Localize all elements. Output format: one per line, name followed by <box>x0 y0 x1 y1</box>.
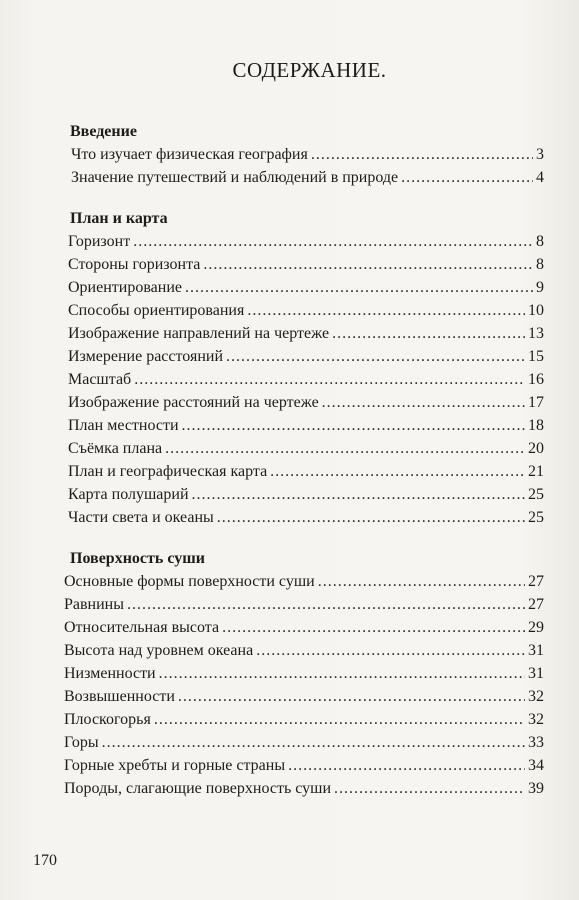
toc-entry <box>64 593 544 616</box>
entry-title: Масштаб <box>68 371 132 388</box>
entry-page-number: 10 <box>528 302 544 319</box>
dot-leader <box>217 506 525 529</box>
entry-title: Высота над уровнем океана <box>64 642 254 659</box>
entry-title: Возвышенности <box>64 688 175 705</box>
entry-page-number: 15 <box>528 348 544 365</box>
toc-entry <box>71 143 544 166</box>
dot-leader <box>178 685 525 708</box>
entry-title: Горы <box>64 734 99 751</box>
dot-leader <box>401 166 533 189</box>
entry-page-number: 39 <box>528 780 544 797</box>
dot-leader <box>192 483 525 506</box>
dot-leader <box>102 731 525 754</box>
entry-title: Низменности <box>64 665 156 682</box>
entry-page-number: 20 <box>528 440 544 457</box>
section-heading: Введение <box>70 123 137 140</box>
toc-entry <box>68 322 544 345</box>
toc-entry <box>68 276 544 299</box>
dot-leader <box>322 391 525 414</box>
entry-page-number: 16 <box>528 371 544 388</box>
entry-title: План и географическая карта <box>68 463 268 480</box>
dot-leader <box>222 616 525 639</box>
dot-leader <box>185 276 533 299</box>
entry-page-number: 29 <box>528 619 544 636</box>
entry-page-number: 13 <box>528 325 544 342</box>
dot-leader <box>203 253 533 276</box>
dot-leader <box>182 414 525 437</box>
entry-title: Значение путешествий и наблюдений в природе <box>71 169 399 186</box>
dot-leader <box>270 460 525 483</box>
toc-entry <box>64 731 544 754</box>
dot-leader <box>159 662 525 685</box>
dot-leader <box>247 299 525 322</box>
toc-entry <box>68 391 544 414</box>
dot-leader <box>334 777 525 800</box>
toc-entry <box>71 166 544 189</box>
entry-page-number: 21 <box>528 463 544 480</box>
entry-page-number: 4 <box>536 169 544 186</box>
toc-entry <box>68 506 544 529</box>
entry-title: Измерение расстояний <box>68 348 224 365</box>
toc-entry <box>68 299 544 322</box>
dot-leader <box>134 368 525 391</box>
dot-leader <box>154 708 525 731</box>
toc-entry <box>68 368 544 391</box>
toc-entry <box>64 708 544 731</box>
dot-leader <box>256 639 525 662</box>
entry-title: Части света и океаны <box>68 509 214 526</box>
entry-title: Изображение расстояний на чертеже <box>68 394 319 411</box>
entry-page-number: 25 <box>528 509 544 526</box>
dot-leader <box>311 143 533 166</box>
dot-leader <box>133 230 533 253</box>
entry-title: Что изучает физическая география <box>71 146 308 163</box>
toc-entry <box>64 754 544 777</box>
entry-page-number: 25 <box>528 486 544 503</box>
dot-leader <box>288 754 525 777</box>
entry-page-number: 18 <box>528 417 544 434</box>
toc-entry <box>64 570 544 593</box>
entry-page-number: 33 <box>528 734 544 751</box>
dot-leader <box>332 322 525 345</box>
toc-entry <box>64 662 544 685</box>
toc-entry <box>68 345 544 368</box>
entry-title: Изображение направлений на чертеже <box>68 325 330 342</box>
entry-page-number: 8 <box>536 256 544 273</box>
toc-entry <box>64 616 544 639</box>
entry-page-number: 34 <box>528 757 544 774</box>
page-number: 170 <box>33 852 57 869</box>
entry-page-number: 8 <box>536 233 544 250</box>
entry-title: План местности <box>68 417 179 434</box>
entry-page-number: 27 <box>528 596 544 613</box>
section-heading: Поверхность суши <box>70 550 205 567</box>
dot-leader <box>165 437 525 460</box>
toc-entry <box>68 253 544 276</box>
entry-title: Ориентирование <box>68 279 183 296</box>
entry-page-number: 31 <box>528 642 544 659</box>
entry-page-number: 32 <box>528 711 544 728</box>
toc-entry <box>64 685 544 708</box>
toc-entry <box>64 639 544 662</box>
toc-entry <box>68 437 544 460</box>
toc-entry <box>68 460 544 483</box>
toc-entry <box>68 230 544 253</box>
entry-page-number: 32 <box>528 688 544 705</box>
toc-entry <box>68 414 544 437</box>
entry-title: Горизонт <box>68 233 131 250</box>
toc-section-land-surface <box>64 547 544 800</box>
entry-page-number: 9 <box>536 279 544 296</box>
entry-title: Относительная высота <box>64 619 220 636</box>
dot-leader <box>318 570 525 593</box>
entry-title: Стороны горизонта <box>68 256 201 273</box>
toc-entry <box>64 777 544 800</box>
entry-title: Горные хребты и горные страны <box>64 757 286 774</box>
toc-entry <box>68 483 544 506</box>
entry-title: Плоскогорья <box>64 711 151 728</box>
entry-page-number: 17 <box>528 394 544 411</box>
entry-page-number: 3 <box>536 146 544 163</box>
entry-title: Карта полушарий <box>68 486 189 503</box>
entry-title: Способы ориентирования <box>68 302 245 319</box>
entry-title: Съёмка плана <box>68 440 163 457</box>
entry-title: Основные формы поверхности суши <box>64 573 315 590</box>
entry-page-number: 27 <box>528 573 544 590</box>
entry-page-number: 31 <box>528 665 544 682</box>
table-of-contents <box>64 120 544 818</box>
page-title: СОДЕРЖАНИЕ. <box>232 58 387 82</box>
entry-title: Породы, слагающие поверхность суши <box>64 780 332 797</box>
section-heading: План и карта <box>70 210 168 227</box>
dot-leader <box>226 345 525 368</box>
entry-title: Равнины <box>64 596 124 613</box>
toc-section-plan-and-map <box>64 207 544 529</box>
dot-leader <box>127 593 525 616</box>
toc-section-introduction <box>64 120 544 189</box>
